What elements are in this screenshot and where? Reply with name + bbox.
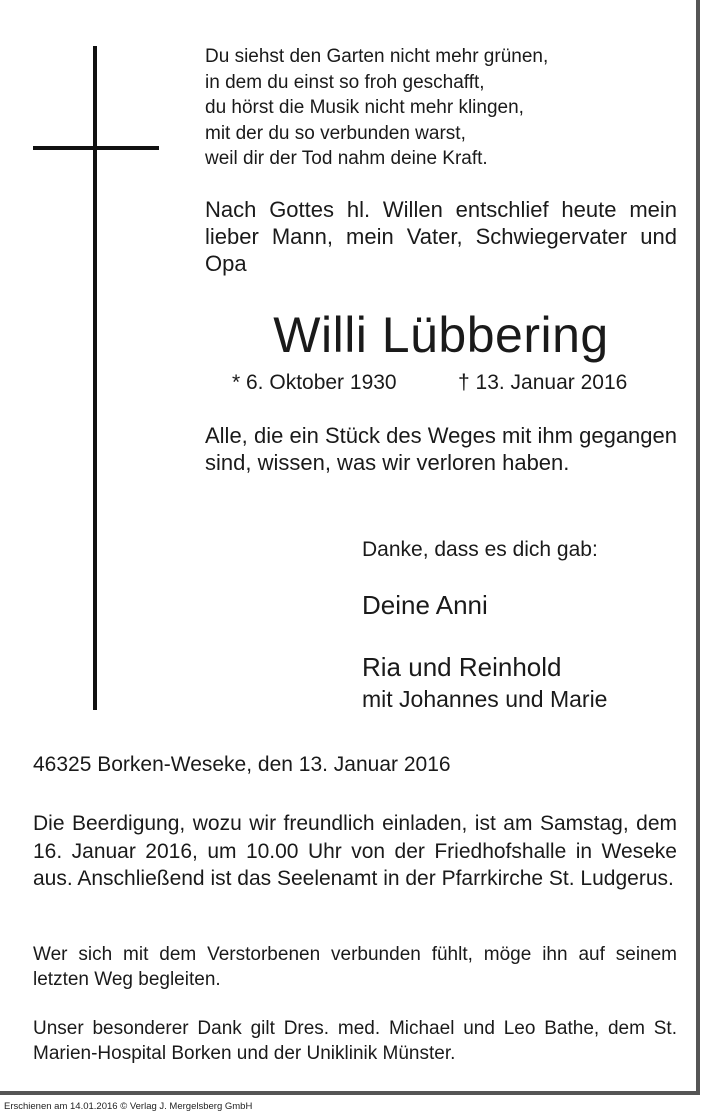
signature-anni: Deine Anni — [362, 590, 488, 620]
cross-icon-horizontal — [33, 146, 159, 150]
acknowledgement-text: Unser besonderer Dank gilt Dres. med. Michael und Leo Bathe, dem St. Marien-Hospital Borken und der Uniklinik Münster. — [33, 1018, 677, 1064]
poem-line: in dem du einst so froh geschafft, — [205, 71, 485, 93]
poem-line: weil dir der Tod nahm deine Kraft. — [205, 148, 488, 169]
poem-line: mit der du so verbunden warst, — [205, 122, 466, 144]
remembrance-text: Alle, die ein Stück des Weges mit ihm gegangen sind, wissen, was wir verloren haben. — [205, 423, 677, 475]
signature-ria: Ria und Reinhold — [362, 652, 562, 682]
invitation-text: Wer sich mit dem Verstorbenen verbunden fühlt, möge ihn auf seinem letzten Weg begleiten. — [33, 944, 677, 990]
poem — [205, 44, 675, 172]
life-dates — [232, 369, 677, 397]
burial-info: Die Beerdigung, wozu wir freundlich einladen, ist am Samstag, dem 16. Januar 2016, um 10.00 Uhr von der Friedhofshalle in Weseke aus. Anschließend ist das Seelenamt in der Pfarrkirche St. Ludgerus. — [33, 812, 677, 890]
death-date: † 13. Januar 2016 — [458, 371, 628, 394]
poem-line: du hörst die Musik nicht mehr klingen, — [205, 97, 524, 118]
thanks-line: Danke, dass es dich gab: — [362, 538, 598, 561]
deceased-name: Willi Lübbering — [273, 307, 609, 363]
poem-line: Du siehst den Garten nicht mehr grünen, — [205, 46, 549, 67]
place-date: 46325 Borken-Weseke, den 13. Januar 2016 — [33, 753, 451, 776]
intro-text: Nach Gottes hl. Willen entschlief heute mein lieber Mann, mein Vater, Schwiegervater und Opa — [205, 197, 677, 276]
birth-date: * 6. Oktober 1930 — [232, 371, 397, 394]
publication-footer: Erschienen am 14.01.2016 © Verlag J. Mergelsberg GmbH — [4, 1101, 253, 1112]
signature-grandchildren: mit Johannes und Marie — [362, 686, 608, 712]
